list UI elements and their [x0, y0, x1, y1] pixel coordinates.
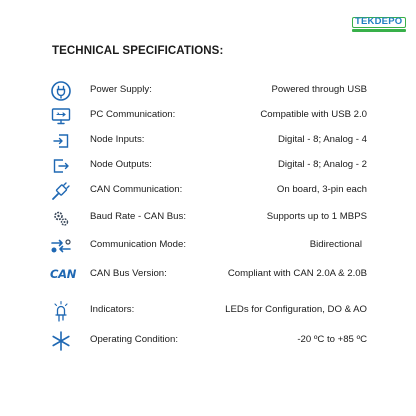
spec-label: Power Supply:: [90, 84, 152, 95]
spec-row-node-outputs: [0, 155, 416, 177]
spec-row-indicators: [0, 300, 416, 322]
spec-value: Powered through USB: [271, 84, 367, 95]
gears-icon: [50, 207, 72, 229]
spec-label: Operating Condition:: [90, 334, 178, 345]
spec-row-node-inputs: [0, 130, 416, 152]
spec-value: -20 ºC to +85 ºC: [297, 334, 367, 345]
logo-text: TEKDEPO: [355, 16, 403, 27]
spec-row-can-communication: [0, 180, 416, 202]
spec-row-can-bus-version: [0, 264, 416, 286]
snowflake-icon: [50, 330, 72, 352]
monitor-usb-icon: [50, 105, 72, 127]
spec-row-baud-rate: [0, 207, 416, 229]
spec-value: LEDs for Configuration, DO & AO: [225, 304, 367, 315]
spec-value: Compatible with USB 2.0: [260, 109, 367, 120]
spec-label: Communication Mode:: [90, 239, 186, 250]
spec-value: Digital - 8; Analog - 4: [277, 134, 367, 145]
spec-row-power-supply: [0, 80, 416, 102]
spec-value: Bidirectional: [309, 239, 362, 250]
spec-value: On board, 3-pin each: [276, 184, 367, 195]
spec-label: Node Inputs:: [90, 134, 145, 145]
spec-row-pc-communication: [0, 105, 416, 127]
page-title: TECHNICAL SPECIFICATIONS:: [52, 45, 224, 57]
power-plug-icon: [50, 80, 72, 102]
spec-label: Indicators:: [90, 304, 135, 315]
spec-label: CAN Communication:: [90, 184, 183, 195]
spec-row-communication-mode: [0, 235, 416, 257]
spec-label: Node Outputs:: [90, 159, 152, 170]
bidirectional-icon: [50, 235, 72, 257]
spec-row-operating-condition: [0, 330, 416, 352]
spec-label: PC Communication:: [90, 109, 176, 120]
spec-label: Baud Rate - CAN Bus:: [90, 211, 186, 222]
output-arrow-icon: [50, 155, 72, 177]
can-logo-icon: [50, 264, 77, 286]
brand-logo: [352, 17, 408, 34]
led-icon: [50, 300, 72, 322]
spec-value: Digital - 8; Analog - 2: [277, 159, 367, 170]
input-arrow-icon: [50, 130, 72, 152]
can-logo-text: CAN: [50, 267, 77, 281]
logo-underline: [352, 29, 406, 32]
spec-value: Supports up to 1 MBPS: [266, 211, 367, 222]
spec-label: CAN Bus Version:: [90, 268, 167, 279]
cable-connector-icon: [50, 180, 72, 202]
spec-value: Compliant with CAN 2.0A & 2.0B: [227, 268, 367, 279]
